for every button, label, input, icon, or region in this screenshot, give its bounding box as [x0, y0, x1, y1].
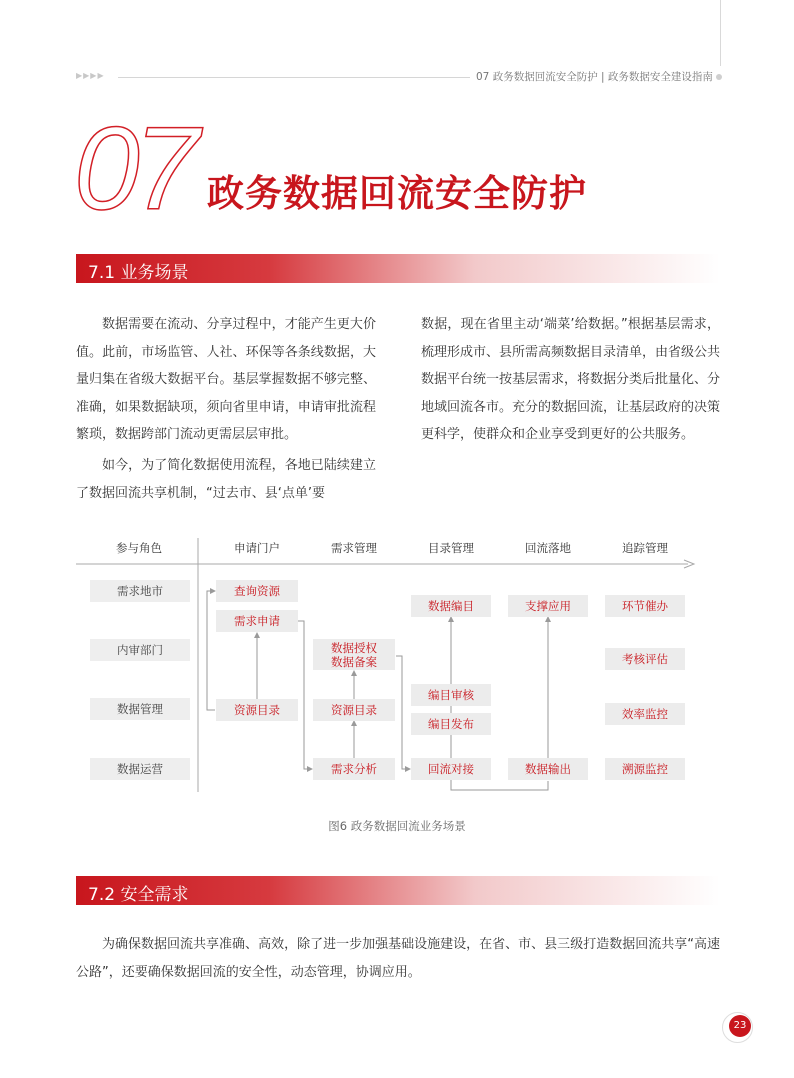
- header-arrows: ▶▶▶▶: [76, 71, 105, 80]
- column-header: 追踪管理: [622, 541, 668, 555]
- step-box: 支撑应用: [508, 595, 588, 617]
- column-header: 回流落地: [525, 541, 571, 555]
- column-header: 参与角色: [116, 541, 162, 555]
- page-number: 23: [729, 1015, 751, 1037]
- step-box: 溯源监控: [605, 758, 685, 780]
- body-paragraph: 为确保数据回流共享准确、高效，除了进一步加强基础设施建设，在省、市、县三级打造数据回流共享“高速公路”，还要确保数据回流的安全性，动态管理，协调应用。: [76, 937, 720, 980]
- header-dot: [716, 74, 722, 80]
- step-box: 效率监控: [605, 703, 685, 725]
- section-bar-7-1: [76, 254, 720, 283]
- body-paragraph: 数据，现在省里主动‘端菜’给数据。”根据基层需求，梳理形成市、县所需高频数据目录清单，由省级公共数据平台统一按基层需求，将数据分类后批量化、分地域回流各市。充分的数据回流，让基层政府的决策更科学，使群众和企业享受到更好的公共服务。: [421, 317, 721, 442]
- role-box: 数据运营: [90, 758, 190, 780]
- step-box: 资源目录: [313, 699, 395, 721]
- column-header: 目录管理: [428, 541, 474, 555]
- header-rule: [118, 77, 470, 78]
- role-box: 内审部门: [90, 639, 190, 661]
- step-box: 数据编目: [411, 595, 491, 617]
- step-box: 编目审核: [411, 684, 491, 706]
- step-box: 数据输出: [508, 758, 588, 780]
- step-box: 需求分析: [313, 758, 395, 780]
- step-box: 编目发布: [411, 713, 491, 735]
- role-box: 需求地市: [90, 580, 190, 602]
- step-box: 查询资源: [216, 580, 298, 602]
- connector: [207, 591, 215, 710]
- step-box: 需求申请: [216, 610, 298, 632]
- body-paragraph: 如今，为了简化数据使用流程，各地已陆续建立了数据回流共享机制，“过去市、县‘点单’要: [76, 458, 376, 501]
- column-header: 需求管理: [331, 541, 377, 555]
- section-title: 7.2 安全需求: [88, 885, 189, 905]
- connector: [451, 780, 548, 790]
- connector: [298, 621, 312, 769]
- header-vertical-rule: [720, 0, 721, 66]
- section-bar-7-2: [76, 876, 720, 905]
- business-scenario-diagram: [0, 530, 794, 810]
- chapter-title: 政务数据回流安全防护: [207, 172, 587, 215]
- step-box: 考核评估: [605, 648, 685, 670]
- step-box: 资源目录: [216, 699, 298, 721]
- role-box: 数据管理: [90, 698, 190, 720]
- column-header: 申请门户: [234, 541, 280, 555]
- step-box: 回流对接: [411, 758, 491, 780]
- step-box: 环节催办: [605, 595, 685, 617]
- section-title: 7.1 业务场景: [88, 263, 189, 283]
- chapter-number: 07: [74, 103, 194, 235]
- running-title: 07 政务数据回流安全防护 | 政务数据安全建设指南: [476, 71, 713, 83]
- figure-caption: 图6 政务数据回流业务场景: [328, 819, 466, 833]
- body-paragraph: 数据需要在流动、分享过程中，才能产生更大价值。此前，市场监管、人社、环保等各条线数据，大量归集在省级大数据平台。基层掌握数据不够完整、准确，如果数据缺项，须向省里申请，申请审批流程繁琐，数据跨部门流动更需层层审批。: [76, 317, 376, 442]
- step-box: 数据授权 数据备案: [313, 639, 395, 670]
- connector: [396, 656, 410, 769]
